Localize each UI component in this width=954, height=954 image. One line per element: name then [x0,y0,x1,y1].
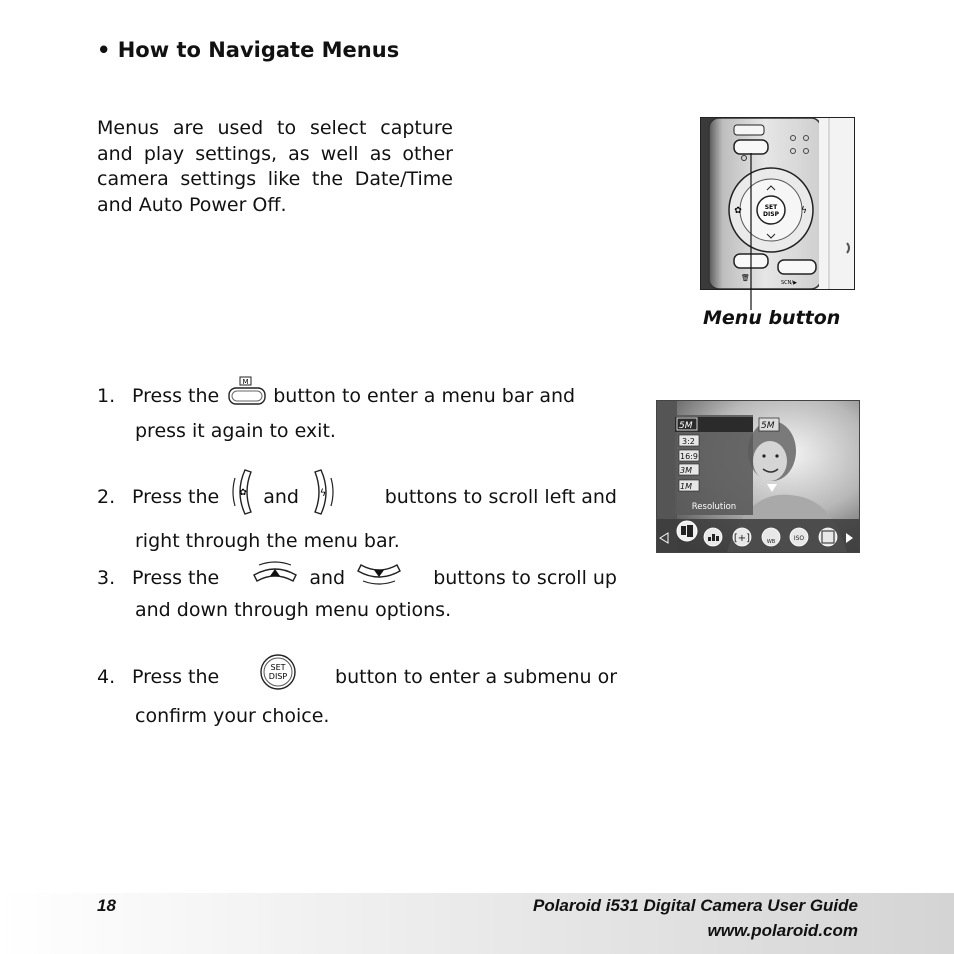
up-button-icon [251,561,299,595]
guide-title: Polaroid i531 Digital Camera User Guide [532,896,858,915]
menu-button-icon [227,376,267,416]
step-text: and [309,566,346,589]
svg-text:🗑: 🗑 [741,274,750,282]
lcd-iso-label: ISO [793,535,805,542]
step-text: Press the [132,566,220,589]
lcd-menu-title: Resolution [691,502,737,512]
right-button-icon [311,468,335,526]
step-number: 4. [97,665,116,688]
step-text-line2: right through the menu bar. [135,530,400,552]
lcd-option-5m: 5M [679,421,693,431]
step-text: button to enter a menu bar and [273,384,576,407]
svg-text:SET: SET [764,204,778,211]
step-text-line2: press it again to exit. [135,420,336,442]
step-text: buttons to scroll left and [384,485,617,508]
lcd-option-3-2: 3:2 [682,437,695,446]
set-label: SET [270,663,286,672]
step-text: button to enter a submenu or [335,665,618,688]
step-number: 3. [97,566,116,589]
disp-label: DISP [268,672,288,681]
lcd-wb-label: WB [766,539,776,545]
svg-text:✿: ✿ [239,488,248,498]
camera-back-figure [700,117,855,290]
lcd-current-value: 5M [761,421,775,431]
intro-paragraph: Menus are used to select capture and play settings, as well as other camera settings like the Date/Time and Auto Power Off. [97,117,453,216]
step-text: buttons to scroll up [433,566,617,589]
svg-text:✿: ✿ [734,206,742,216]
step-number: 1. [97,384,116,407]
left-button-icon [231,468,255,526]
step-text-line2: and down through menu options. [135,599,452,621]
step-4 [97,653,617,732]
step-text: and [263,485,299,508]
lcd-option-1m: 1M [680,482,692,491]
page-title: • How to Navigate Menus [97,38,400,62]
svg-text:[+]: [+] [733,533,751,544]
menu-button-caption: Menu button [703,307,841,329]
lcd-menu-screenshot [656,400,860,553]
svg-text:ϟ: ϟ [319,488,327,499]
step-3 [97,561,617,626]
website-url: www.polaroid.com [707,921,858,940]
step-text: Press the [132,485,220,508]
svg-text:DISP: DISP [763,211,779,218]
step-number: 2. [97,485,116,508]
step-text: Press the [132,384,220,407]
lcd-option-3m: 3M [680,466,692,475]
step-text: Press the [132,665,220,688]
step-1 [97,376,617,447]
down-button-icon [355,561,403,595]
svg-text:ϟ: ϟ [801,206,807,216]
svg-text:M: M [242,378,249,386]
page-number: 18 [97,896,116,915]
svg-text:SCN/▶: SCN/▶ [781,280,797,286]
lcd-option-16-9: 16:9 [680,452,698,461]
step-text-line2: confirm your choice. [135,705,330,727]
step-2 [97,468,617,557]
set-disp-button-icon [259,653,297,701]
